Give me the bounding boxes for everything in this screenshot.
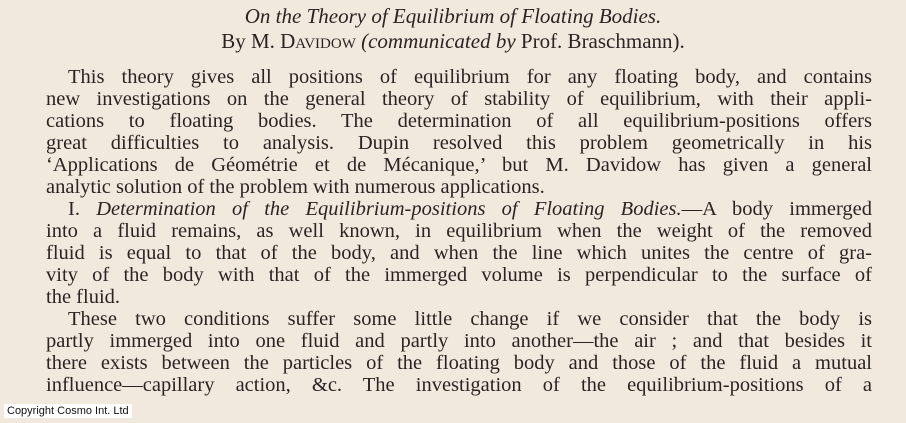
section-heading-line (68, 198, 872, 220)
section-text: —A body immerged (681, 198, 872, 220)
section-number: I. (68, 198, 80, 220)
text-line: great difficulties to analysis. Dupin resolved this problem geometrically in his (46, 132, 872, 154)
text-line: cations to floating bodies. The determination of all equilibrium-positions offers (46, 110, 872, 132)
text-line: new investigations on the general theory of stability of equilibrium, with their appli- (46, 88, 872, 110)
byline-by: By M. (221, 29, 275, 53)
text-line: partly immerged into one fluid and partly into another—the air ; and that besides it (46, 330, 872, 352)
byline (0, 29, 906, 53)
text-line: into a fluid remains, as well known, in equilibrium when the weight of the removed (46, 220, 872, 242)
text-line: the fluid. (46, 286, 121, 308)
article-title: On the Theory of Equilibrium of Floating Bodies. (244, 4, 662, 28)
text-line: This theory gives all positions of equilibrium for any floating body, and contains (68, 66, 872, 88)
byline-prof: Prof. Braschmann). (520, 29, 685, 53)
byline-communicated: (communicated by (361, 29, 516, 53)
text-line: vity of the body with that of the immerged volume is perpendicular to the surface of (46, 264, 872, 286)
copyright-watermark: Copyright Cosmo Int. Ltd (4, 404, 132, 418)
text-line: there exists between the particles of the floating body and those of the fluid a mutual (46, 352, 872, 374)
byline-author: Davidow (280, 29, 356, 53)
text-line: analytic solution of the problem with numerous applications. (46, 176, 545, 198)
text-line: ‘Applications de Géométrie et de Mécanique,’ but M. Davidow has given a general (46, 154, 872, 176)
section-heading: Determination of the Equilibrium-positions of Floating Bodies. (96, 198, 682, 220)
text-line: fluid is equal to that of the body, and when the line which unites the centre of gra- (46, 242, 872, 264)
text-line: influence—capillary action, &c. The investigation of the equilibrium-positions of a (46, 374, 872, 396)
text-line: These two conditions suffer some little change if we consider that the body is (68, 308, 872, 330)
